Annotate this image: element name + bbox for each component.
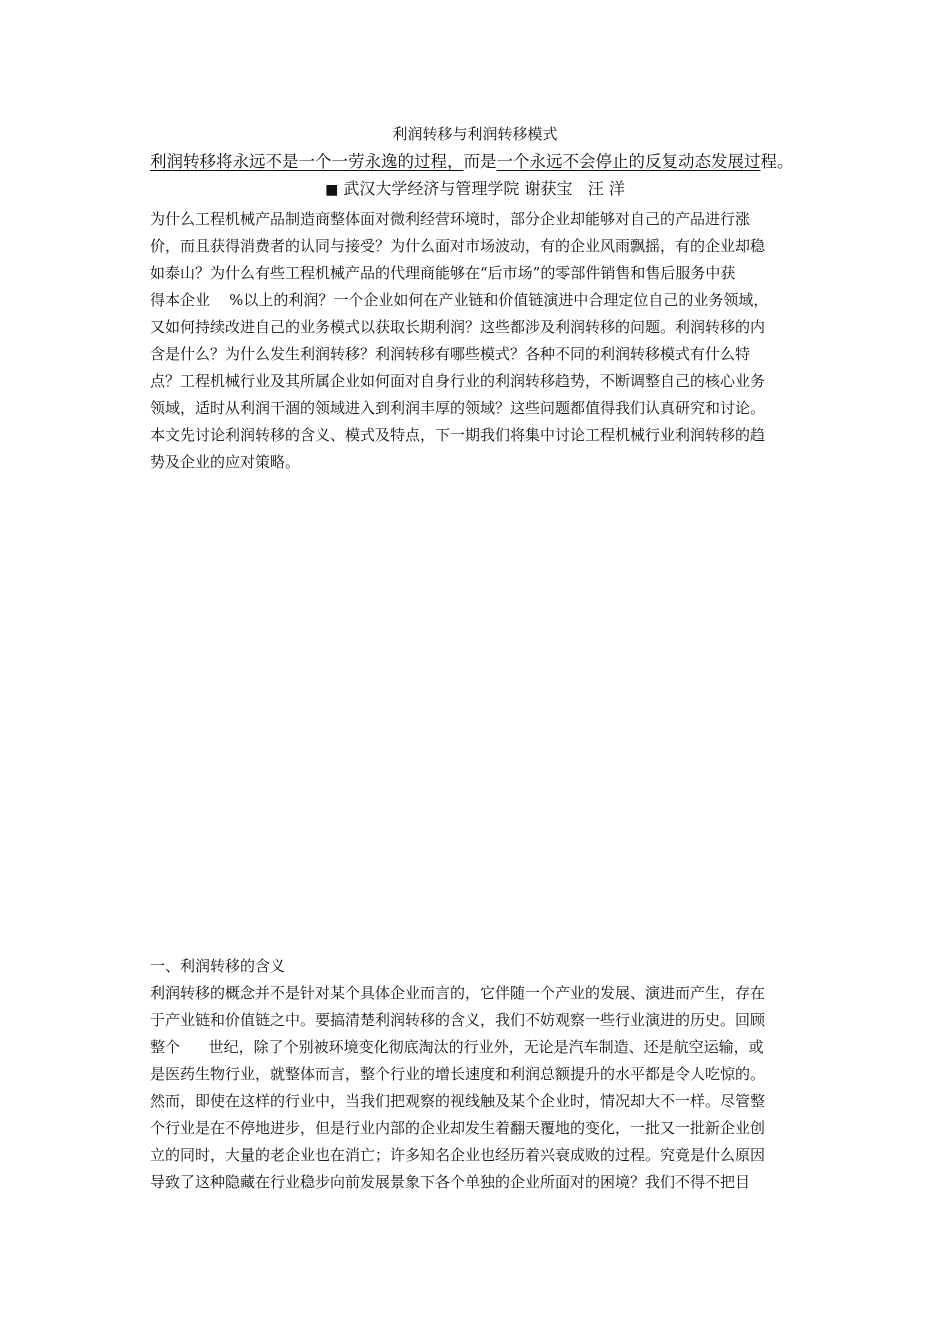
paragraph-line: 然而，即使在这样的行业中，当我们把观察的视线触及某个企业时，情况却大不一样。尽管整 (150, 1092, 766, 1110)
document-title: 利润转移与利润转移模式 (392, 125, 558, 143)
paragraph-line: 含是什么？为什么发生利润转移？利润转移有哪些模式？各种不同的利润转移模式有什么特 (150, 345, 751, 363)
subtitle-underlined-part-b: 一个永远不会停止的反复动态发展过 (496, 152, 761, 171)
paragraph-line: 点？工程机械行业及其所属企业如何面对自身行业的利润转移趋势，不断调整自己的核心业务 (150, 372, 766, 390)
paragraph-line: 又如何持续改进自己的业务模式以获取长期利润？这些都涉及利润转移的问题。利润转移的内 (150, 318, 766, 336)
black-square-bullet: ■ (325, 182, 339, 198)
subtitle-underlined-part-a: 利润转移将永远不是一个一劳永逸的过程， (150, 152, 464, 171)
paragraph-line: 领域，适时从利润干涸的领域进入到利润丰厚的领域？这些问题都值得我们认真研究和讨论。 (150, 399, 766, 417)
paragraph-line: 于产业链和价值链之中。要搞清楚利润转移的含义，我们不妨观察一些行业演进的历史。回顾 (150, 1011, 766, 1029)
paragraph-line: 是医药生物行业，就整体而言，整个行业的增长速度和利润总额提升的水平都是令人吃惊的。 (150, 1065, 766, 1083)
paragraph-line: 价，而且获得消费者的认同与接受？为什么面对市场波动，有的企业风雨飘摇，有的企业却稳 (150, 237, 766, 255)
intro-paragraph (150, 206, 810, 476)
subtitle-end-part: 程。 (760, 152, 794, 171)
paragraph-line: 势及企业的应对策略。 (150, 453, 301, 471)
subtitle-plain-part: 而是 (463, 152, 497, 171)
paragraph-line: 整个 世纪，除了个别被环境变化彻底淘汰的行业外，无论是汽车制造、还是航空运输，或 (150, 1038, 764, 1056)
author-text: 武汉大学经济与管理学院 谢获宝 汪 洋 (338, 179, 625, 198)
paragraph-line: 得本企业 %以上的利润？一个企业如何在产业链和价值链演进中合理定位自己的业务领域， (150, 291, 769, 309)
paragraph-line: 利润转移的概念并不是针对某个具体企业而言的，它伴随一个产业的发展、演进而产生，存在 (150, 984, 766, 1002)
paragraph-line: 如泰山？为什么有些工程机械产品的代理商能够在“后市场”的零部件销售和售后服务中获 (150, 264, 736, 282)
paragraph-line: 为什么工程机械产品制造商整体面对微利经营环境时，部分企业却能够对自己的产品进行涨 (150, 210, 751, 228)
document-subtitle (150, 151, 794, 173)
paragraph-line: 本文先讨论利润转移的含义、模式及特点，下一期我们将集中讨论工程机械行业利润转移的趋 (150, 426, 766, 444)
section-heading: 一、利润转移的含义 (150, 957, 286, 975)
author-line (0, 178, 950, 201)
paragraph-line: 立的同时，大量的老企业也在消亡；许多知名企业也经历着兴衰成败的过程。究竟是什么原因 (150, 1146, 766, 1164)
paragraph-line: 个行业是在不停地进步，但是行业内部的企业却发生着翻天覆地的变化，一批又一批新企业创 (150, 1119, 766, 1137)
paragraph-line: 导致了这种隐藏在行业稳步向前发展景象下各个单独的企业所面对的困境？我们不得不把目 (150, 1173, 751, 1191)
section-paragraph (150, 980, 810, 1196)
